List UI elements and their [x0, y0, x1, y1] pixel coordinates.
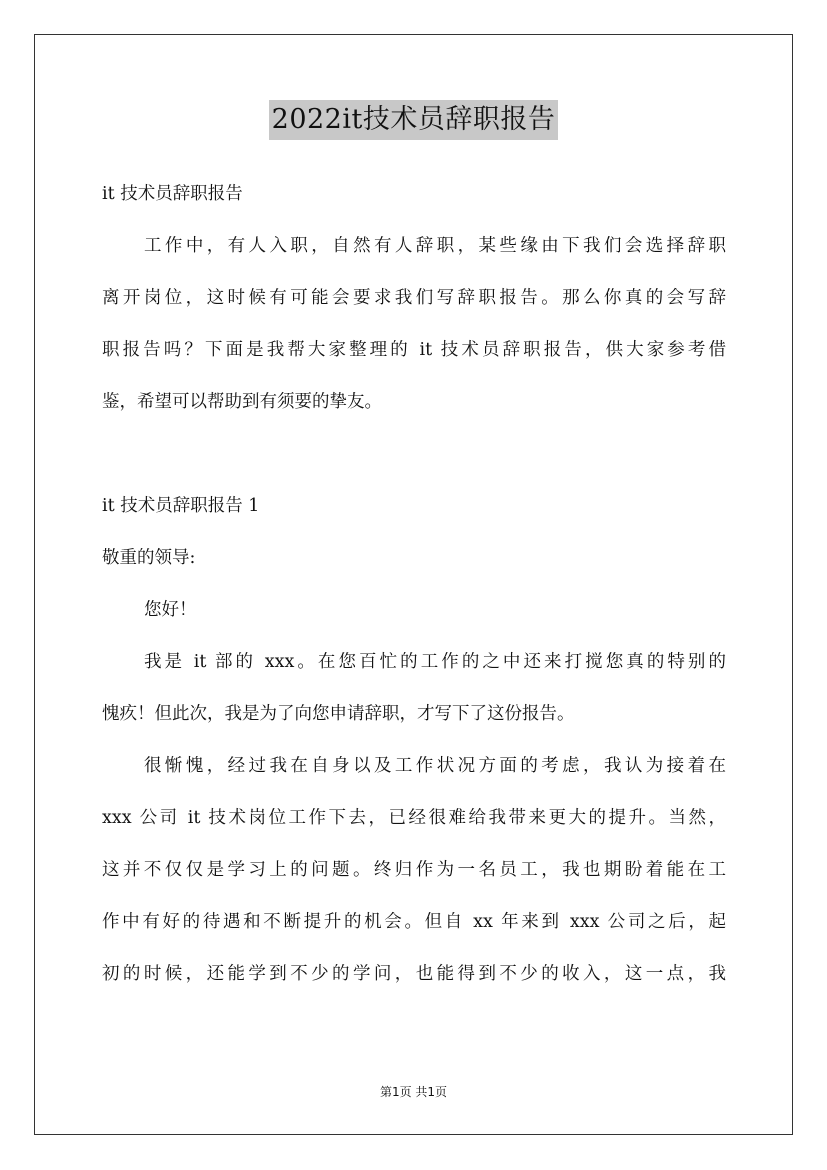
para2-line: xxx 公司 it 技术岗位工作下去，已经很难给我带来更大的提升。当然，: [102, 808, 726, 828]
heading-report: it 技术员辞职报告: [102, 184, 243, 204]
salutation: 敬重的领导:: [102, 548, 196, 568]
para1-line: 愧疚！但此次，我是为了向您申请辞职，才写下了这份报告。: [102, 704, 575, 724]
greeting: 您好！: [144, 600, 197, 620]
section-heading: it 技术员辞职报告 1: [102, 496, 260, 516]
document-title-text: 2022it技术员辞职报告: [269, 100, 559, 140]
intro-line: 离开岗位，这时候有可能会要求我们写辞职报告。那么你真的会写辞: [102, 288, 726, 308]
page-footer: 第1页 共1页: [379, 1085, 448, 1099]
intro-line: 工作中，有人入职，自然有人辞职，某些缘由下我们会选择辞职: [144, 236, 726, 256]
document-body: [102, 168, 726, 1000]
document-title: [0, 100, 827, 140]
para2-line: 作中有好的待遇和不断提升的机会。但自 xx 年来到 xxx 公司之后，起: [102, 912, 726, 932]
para2-line: 这并不仅仅是学习上的问题。终归作为一名员工，我也期盼着能在工: [102, 860, 726, 880]
para1-line: 我是 it 部的 xxx。在您百忙的工作的之中还来打搅您真的特别的: [144, 652, 726, 672]
intro-line: 鉴，希望可以帮助到有须要的挚友。: [102, 392, 382, 412]
para2-line: 初的时候，还能学到不少的学问，也能得到不少的收入，这一点，我: [102, 964, 726, 984]
intro-line: 职报告吗？下面是我帮大家整理的 it 技术员辞职报告，供大家参考借: [102, 340, 726, 360]
paragraph-gap: [102, 428, 726, 480]
para2-line: 很惭愧，经过我在自身以及工作状况方面的考虑，我认为接着在: [144, 756, 726, 776]
